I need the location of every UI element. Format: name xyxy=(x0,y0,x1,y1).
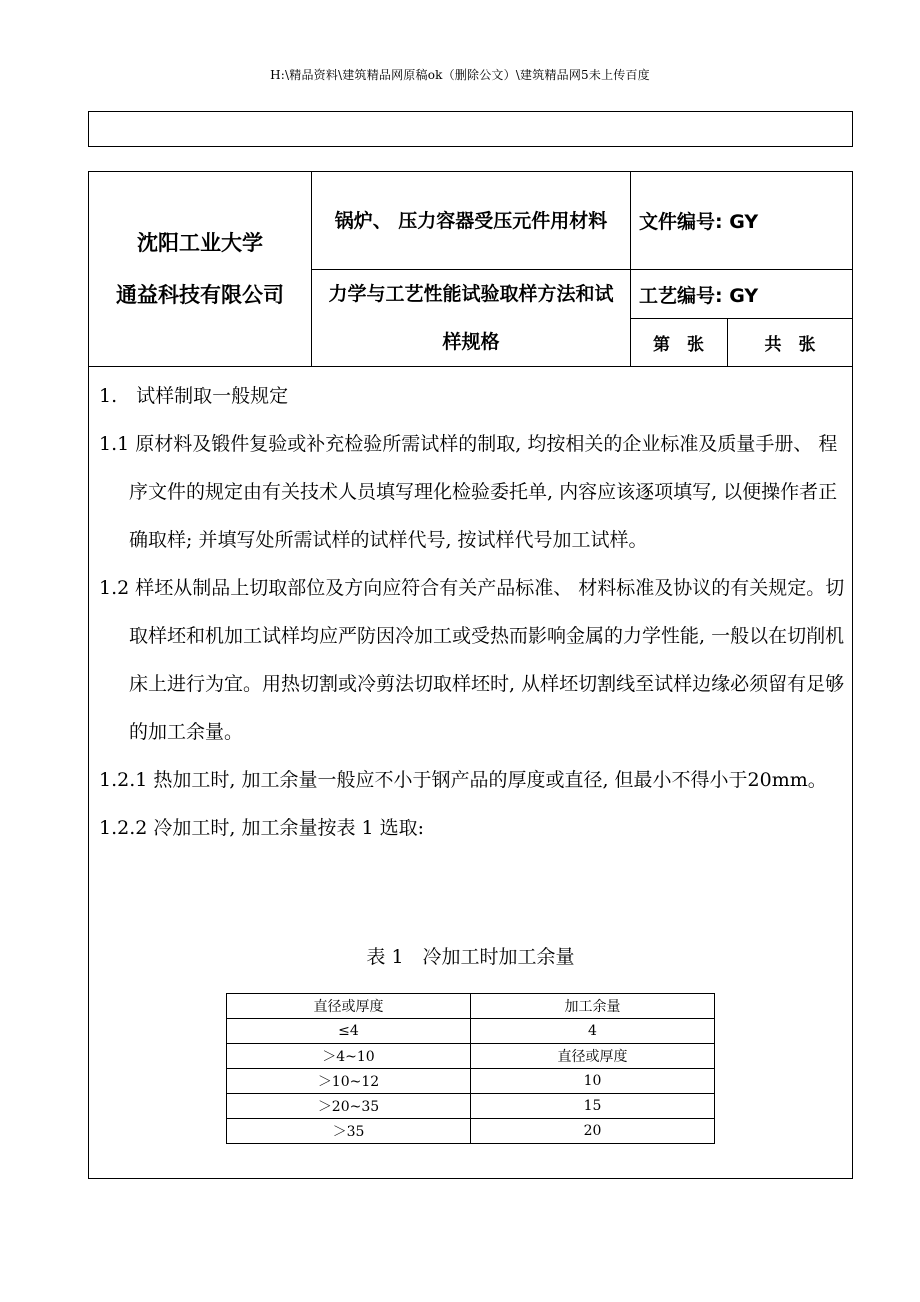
document-frame xyxy=(88,171,853,1179)
sheet-number: 第 张 xyxy=(653,335,704,355)
table-cell: ＞20~35 xyxy=(227,1094,471,1119)
column-header: 直径或厚度 xyxy=(227,994,471,1019)
table-cell: ≤4 xyxy=(227,1019,471,1044)
table-row xyxy=(227,1119,715,1144)
table-row xyxy=(227,1019,715,1044)
org-line-2: 通益科技有限公司 xyxy=(116,283,284,307)
sheet-total: 共 张 xyxy=(764,335,816,355)
allowance-table xyxy=(226,993,715,1144)
document-title-line-1: 锅炉、 压力容器受压元件用材料 xyxy=(334,209,608,232)
section-1-2-2: 1.2.2 冷加工时, 加工余量按表 1 选取: xyxy=(99,817,425,839)
organization-name xyxy=(89,172,311,366)
file-number: 文件编号: GY xyxy=(639,211,759,233)
table-cell: 4 xyxy=(471,1019,715,1044)
title-block xyxy=(89,172,852,367)
table-cell: 15 xyxy=(471,1094,715,1119)
column-header: 加工余量 xyxy=(471,994,715,1019)
section-1-heading: 1. 试样制取一般规定 xyxy=(99,385,289,407)
table-cell: 10 xyxy=(471,1069,715,1094)
table-header-row xyxy=(227,994,715,1019)
table-row xyxy=(227,1094,715,1119)
table-row xyxy=(227,1069,715,1094)
table-caption: 表 1 冷加工时加工余量 xyxy=(366,946,575,968)
section-1-2-1: 1.2.1 热加工时, 加工余量一般应不小于钢产品的厚度或直径, 但最小不得小于20mm。 xyxy=(99,769,827,791)
org-line-1: 沈阳工业大学 xyxy=(137,231,263,255)
table-cell: ＞35 xyxy=(227,1119,471,1144)
table-cell: ＞10~12 xyxy=(227,1069,471,1094)
table-cell: 20 xyxy=(471,1119,715,1144)
section-1-1: 1.1 原材料及锻件复验或补充检验所需试样的制取, 均按相关的企业标准及质量手册、 程序文件的规定由有关技术人员填写理化检验委托单, 内容应该逐项填写, 以便操作者正确取样; 并填写处所需试样的试样代号, 按试样代号加工试样。 xyxy=(99,433,838,551)
process-number: 工艺编号: GY xyxy=(639,284,759,307)
table-cell: 直径或厚度 xyxy=(471,1044,715,1069)
path-header: H:\精品资料\建筑精品网原稿ok（删除公文）\建筑精品网5未上传百度 xyxy=(270,68,650,82)
empty-header-box xyxy=(88,111,853,147)
table-row xyxy=(227,1044,715,1069)
section-1-2: 1.2 样坯从制品上切取部位及方向应符合有关产品标准、 材料标准及协议的有关规定。切取样坯和机加工试样均应严防因冷加工或受热而影响金属的力学性能, 一般以在切削机床上进行为宜。用热切割或冷剪法切取样坯时, 从样坯切割线至试样边缘必须留有足够的加工余量。 xyxy=(99,577,845,743)
table-cell: ＞4~10 xyxy=(227,1044,471,1069)
body-text xyxy=(99,372,851,852)
document-title-line-2: 力学与工艺性能试验取样方法和试样规格 xyxy=(328,283,614,353)
